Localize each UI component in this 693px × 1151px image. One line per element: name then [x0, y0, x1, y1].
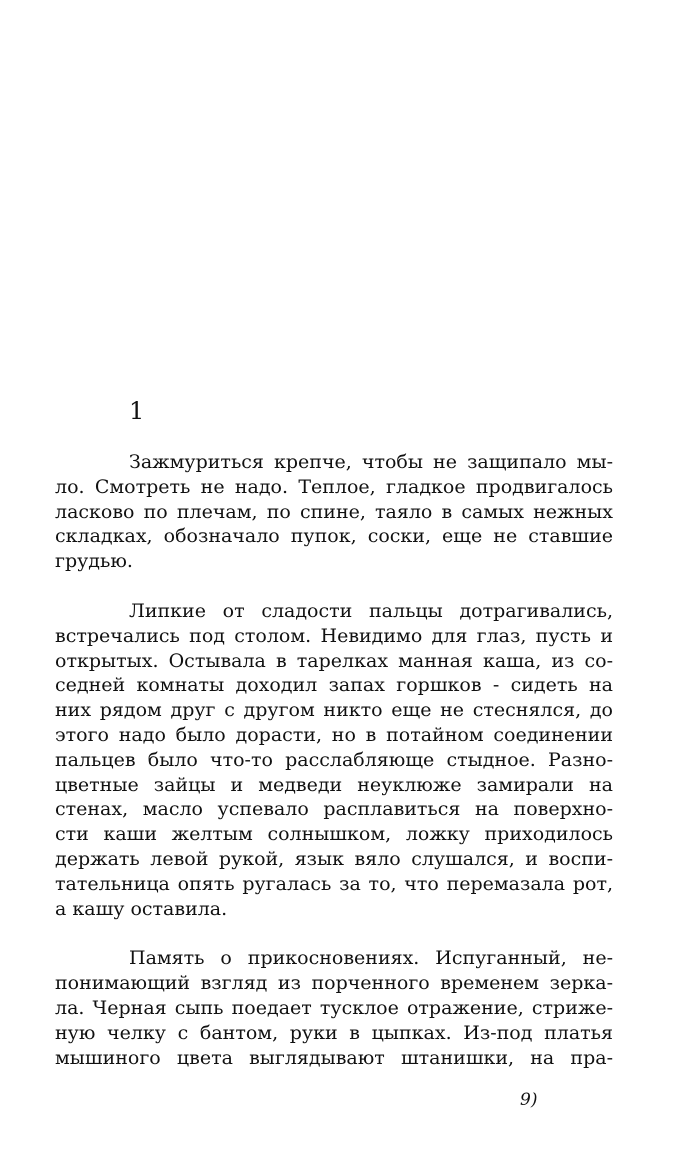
text-line: а кашу оставила.: [55, 897, 228, 920]
text-line: пальцев было что-то расслабляюще стыдное. Разно-: [55, 748, 613, 771]
text-line: Зажмуриться крепче, чтобы не защипало мы-: [129, 451, 613, 473]
text-line: открытых. Остывала в тарелках манная каша, из со-: [55, 649, 613, 672]
text-line: ную челку с бантом, руки в цыпках. Из-под платья: [55, 1021, 613, 1044]
chapter-number: 1: [129, 397, 145, 425]
text-line: этого надо было дорасти, но в потайном соединении: [55, 723, 613, 746]
text-line: держать левой рукой, язык вяло слушался, и воспи-: [55, 847, 613, 870]
text-line: ласково по плечам, по спине, таяло в самых нежных: [55, 500, 613, 523]
paragraph-2: [55, 599, 613, 921]
text-line: ла. Черная сыпь поедает тусклое отражение, стриже-: [55, 996, 613, 1019]
text-line: понимающий взгляд из порченного временем зерка-: [55, 972, 613, 995]
text-line: встречались под столом. Невидимо для глаз, пусть и: [55, 624, 613, 647]
text-line: цветные зайцы и медведи неуклюже замирали на: [55, 773, 613, 796]
text-line: складках, обозначало пупок, соски, еще не ставшие: [55, 525, 613, 548]
text-line: сти каши желтым солнышком, ложку приходилось: [55, 823, 613, 846]
text-line: тательница опять ругалась за то, что перемазала рот,: [55, 872, 613, 895]
text-line: Липкие от сладости пальцы дотрагивались,: [129, 599, 613, 622]
body-text: [55, 450, 613, 1095]
text-line: мышиного цвета выглядывают штанишки, на пра-: [55, 1046, 613, 1069]
text-line: ло. Смотреть не надо. Теплое, гладкое продвигалось: [55, 475, 613, 498]
text-line: грудью.: [55, 550, 133, 573]
paragraph-1: [55, 450, 613, 574]
page-number: 9): [520, 1090, 538, 1110]
text-line: них рядом друг с другом никто еще не стеснялся, до: [55, 699, 613, 722]
text-line: седней комнаты доходил запах горшков - сидеть на: [55, 674, 613, 697]
text-line: Память о прикосновениях. Испуганный, не-: [129, 947, 613, 970]
paragraph-3: [55, 946, 613, 1070]
text-line: стенах, масло успевало расплавиться на поверхно-: [55, 798, 613, 821]
